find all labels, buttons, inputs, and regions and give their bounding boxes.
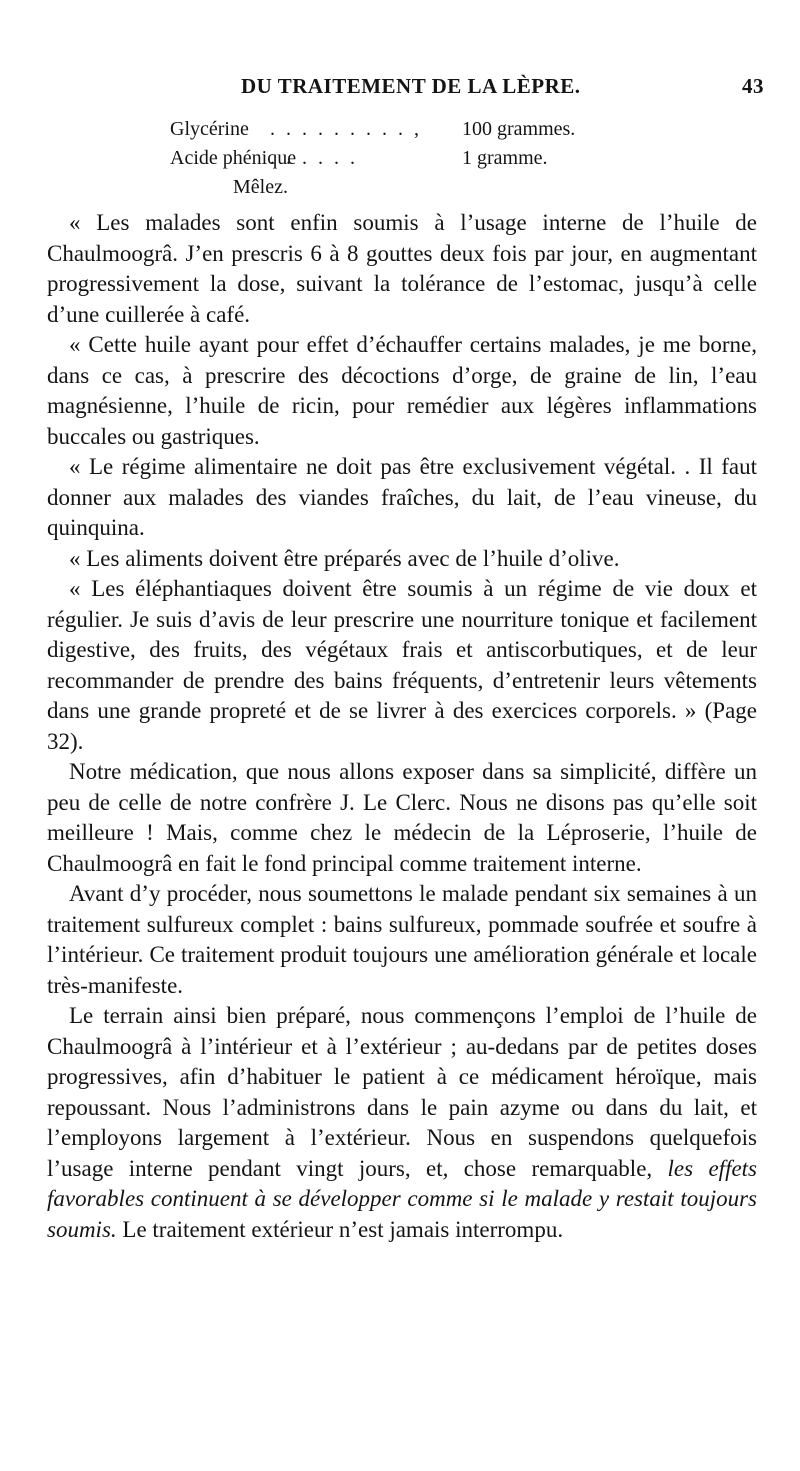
paragraph: [47, 1001, 757, 1245]
body-text: [47, 208, 757, 1245]
formula-quantity: 100 grammes.: [462, 118, 576, 140]
paragraph: « Cette huile ayant pour effet d’échauffer certains malades, je me borne, dans ce cas, à prescrire des décoctions d’orge, de graine de lin, l’eau magnésienne, l’huile de ricin, pour remédier aux légères inflammations buccales ou gastriques.: [47, 332, 757, 449]
page-number: 43: [742, 74, 764, 98]
paragraph: « Le régime alimentaire ne doit pas être exclusivement végétal. . Il faut donner aux malades des viandes fraîches, du lait, de l’eau vineuse, du quinquina.: [47, 454, 757, 540]
formula-leader: . . . . . .: [270, 147, 358, 169]
formula-ingredient: Glycérine: [170, 118, 249, 140]
paragraph: « Les éléphantiaques doivent être soumis à un régime de vie doux et régulier. Je suis d’avis de leur prescrire une nourriture tonique et facilement digestive, des fruits, des végétaux frais et antiscorbutiques, et de leur recommander de prendre des bains fréquents, d’entretenir leurs vêtements dans une grande propreté et de se livrer à des exercices corporels. » (Page 32).: [47, 576, 757, 754]
paragraph-text: Le traitement extérieur n’est jamais interrompu.: [122, 1216, 564, 1242]
running-title: DU TRAITEMENT DE LA LÈPRE.: [241, 74, 581, 98]
italic-emphasis: les effets favorables continuent à se développer comme si le malade y restait toujours soumis.: [47, 1155, 758, 1242]
formula-instruction: Mêlez.: [233, 176, 288, 198]
formula-quantity: 1 gramme.: [462, 147, 548, 169]
paragraph: « Les aliments doivent être préparés avec de l’huile d’olive.: [69, 545, 620, 571]
paragraph-text: Le terrain ainsi bien préparé, nous commençons l’emploi de l’huile de Chaulmoogrâ à l’intérieur et à l’extérieur ; au-dedans par de petites doses progressives, afin d’habituer le patient à ce médicament héroïque, mais repoussant. Nous l’administrons dans le pain azyme ou dans du lait, et l’employons largement à l’extérieur. Nous en suspendons quelquefois l’usage interne pendant vingt jours, et, chose remarquable,: [47, 1003, 757, 1181]
formula-leader: . . . . . . . . . ,: [270, 118, 422, 140]
paragraph: « Les malades sont enfin soumis à l’usage interne de l’huile de Chaulmoogrâ. J’en prescris 6 à 8 gouttes deux fois par jour, en augmentant progressivement la dose, suivant la tolérance de l’estomac, jusqu’à celle d’une cuillerée à café.: [47, 210, 757, 327]
page-header: [40, 74, 768, 104]
paragraph: Notre médication, que nous allons exposer dans sa simplicité, diffère un peu de celle de notre confrère J. Le Clerc. Nous ne disons pas qu’elle soit meilleure ! Mais, comme chez le médecin de la Léproserie, l’huile de Chaulmoogrâ en fait le fond principal comme traitement interne.: [47, 759, 757, 876]
paragraph: Avant d’y procéder, nous soumettons le malade pendant six semaines à un traitement sulfureux complet : bains sulfureux, pommade soufrée et soufre à l’intérieur. Ce traitement produit toujours une amélioration générale et locale très-manifeste.: [47, 881, 757, 998]
formula-ingredient: Acide phénique: [170, 147, 297, 169]
